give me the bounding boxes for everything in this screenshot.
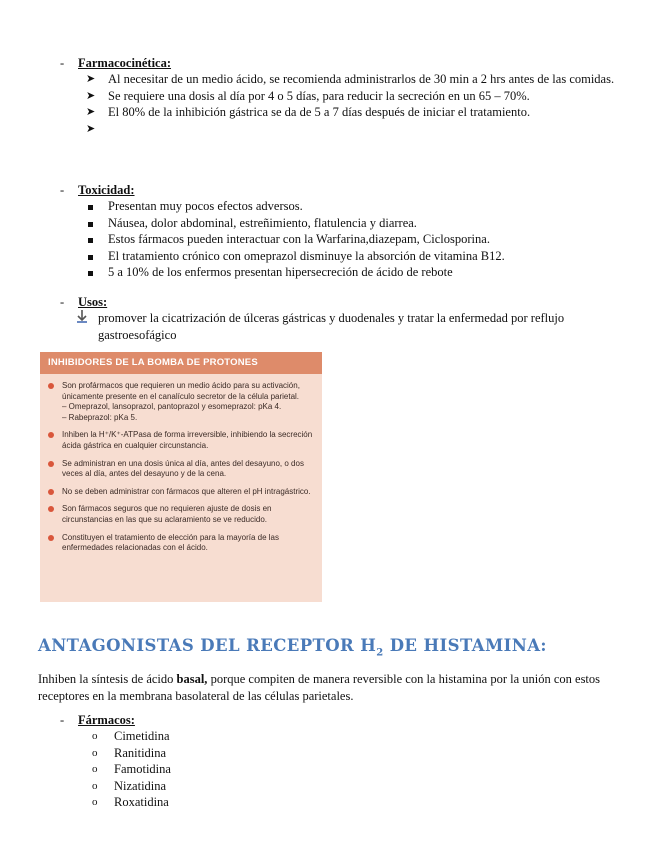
pharmacokinetics-title: Farmacocinética: xyxy=(78,56,172,70)
circle-bullet-icon: o xyxy=(92,730,98,742)
list-item: o Nizatidina xyxy=(92,778,167,793)
circle-bullet-icon: o xyxy=(92,763,98,775)
list-item: Presentan muy pocos efectos adversos. xyxy=(86,198,620,215)
circle-bullet-icon: o xyxy=(92,796,98,808)
square-bullet-icon xyxy=(86,264,108,281)
arrow-bullet-icon: ➤ xyxy=(86,73,96,85)
list-item: Son fármacos seguros que no requieren ajuste de dosis en circunstancias en las que su aclaramiento se ve reducido. xyxy=(48,504,314,525)
arrow-bullet-icon: ➤ xyxy=(86,106,96,118)
bullet-dot-icon xyxy=(48,461,54,467)
list-item: Son profármacos que requieren un medio ácido para su activación, únicamente presente en el canalículo secretor de la célula parietal. – Omeprazol, lansoprazol, pantoprazol y esomeprazol: pKa 4. – Rabeprazol: pKa 5. xyxy=(48,381,314,423)
proton-pump-inhibitors-box xyxy=(40,352,322,602)
list-item: o Famotidina xyxy=(92,762,171,776)
list-item: o Roxatidina xyxy=(92,795,169,809)
intro-paragraph: Inhiben la síntesis de ácido basal, porque compiten de manera reversible con la histamina por la unión con estos receptores en la membrana basolateral de las células parietales. xyxy=(38,672,601,703)
circle-bullet-icon: o xyxy=(92,779,98,792)
toxicity-title: Toxicidad: xyxy=(78,183,135,197)
down-arrow-icon xyxy=(76,310,98,343)
list-item: promover la cicatrización de úlceras gástricas y duodenales y tratar la enfermedad por reflujo gastroesofágico xyxy=(76,310,620,343)
list-item xyxy=(86,121,620,138)
square-bullet-icon xyxy=(86,215,108,232)
bullet-dot-icon xyxy=(48,432,54,438)
arrow-bullet-icon: ➤ xyxy=(86,122,96,135)
drugs-section xyxy=(60,713,460,811)
dash-marker: - xyxy=(60,56,65,70)
toxicity-section xyxy=(60,183,620,281)
bullet-dot-icon xyxy=(48,535,54,541)
list-item: o Cimetidina xyxy=(92,729,170,743)
list-item: ➤ Al necesitar de un medio ácido, se recomienda administrarlos de 30 min a 2 hrs antes de las comidas. xyxy=(86,72,615,86)
dash-marker: - xyxy=(60,295,65,309)
list-item: 5 a 10% de los enfermos presentan hipersecreción de ácido de rebote xyxy=(86,264,620,281)
drugs-header xyxy=(60,713,460,728)
list-item: Se administran en una dosis única al día, antes del desayuno, o dos veces al día, antes del desayuno y de la cena. xyxy=(48,459,314,480)
pharmacokinetics-header xyxy=(60,56,620,71)
square-bullet-icon xyxy=(86,198,108,215)
uses-list xyxy=(76,310,620,343)
square-bullet-icon xyxy=(86,231,108,248)
drugs-list xyxy=(92,728,460,811)
list-item: o Ranitidina xyxy=(92,745,167,760)
list-item: Náusea, dolor abdominal, estreñimiento, flatulencia y diarrea. xyxy=(86,215,620,232)
uses-title: Usos: xyxy=(78,295,108,309)
list-item: ➤ Se requiere una dosis al día por 4 o 5 días, para reducir la secreción en un 65 – 70%. xyxy=(86,88,530,103)
circle-bullet-icon: o xyxy=(92,746,98,759)
square-bullet-icon xyxy=(86,248,108,265)
list-item: Inhiben la H⁺/K⁺-ATPasa de forma irreversible, inhibiendo la secreción ácida gástrica en cualquier circunstancia. xyxy=(48,430,314,451)
infobox-heading: INHIBIDORES DE LA BOMBA DE PROTONES xyxy=(40,352,322,374)
pharmacokinetics-section xyxy=(60,56,620,137)
uses-header xyxy=(60,295,620,310)
infobox-list xyxy=(40,374,322,554)
drugs-title: Fármacos: xyxy=(78,713,135,727)
bullet-dot-icon xyxy=(48,383,54,389)
pharmacokinetics-list xyxy=(86,71,620,137)
arrow-bullet-icon: ➤ xyxy=(86,89,96,102)
list-item: El tratamiento crónico con omeprazol disminuye la absorción de vitamina B12. xyxy=(86,248,620,265)
dash-marker: - xyxy=(60,713,65,727)
list-item: No se deben administrar con fármacos que alteren el pH intragástrico. xyxy=(48,487,314,498)
toxicity-list xyxy=(86,198,620,281)
bullet-dot-icon xyxy=(48,489,54,495)
list-item: Estos fármacos pueden interactuar con la Warfarina,diazepam, Ciclosporina. xyxy=(86,231,620,248)
list-item: ➤ El 80% de la inhibición gástrica se da de 5 a 7 días después de iniciar el tratamiento. xyxy=(86,105,531,119)
section-heading: ANTAGONISTAS DEL RECEPTOR $H_2$ DE HISTAMINA: xyxy=(38,636,547,659)
dash-marker: - xyxy=(60,183,65,197)
bullet-dot-icon xyxy=(48,506,54,512)
list-item: Constituyen el tratamiento de elección para la mayoría de las enfermedades relacionadas con el ácido. xyxy=(48,533,314,554)
toxicity-header xyxy=(60,183,620,198)
uses-section xyxy=(60,295,620,343)
